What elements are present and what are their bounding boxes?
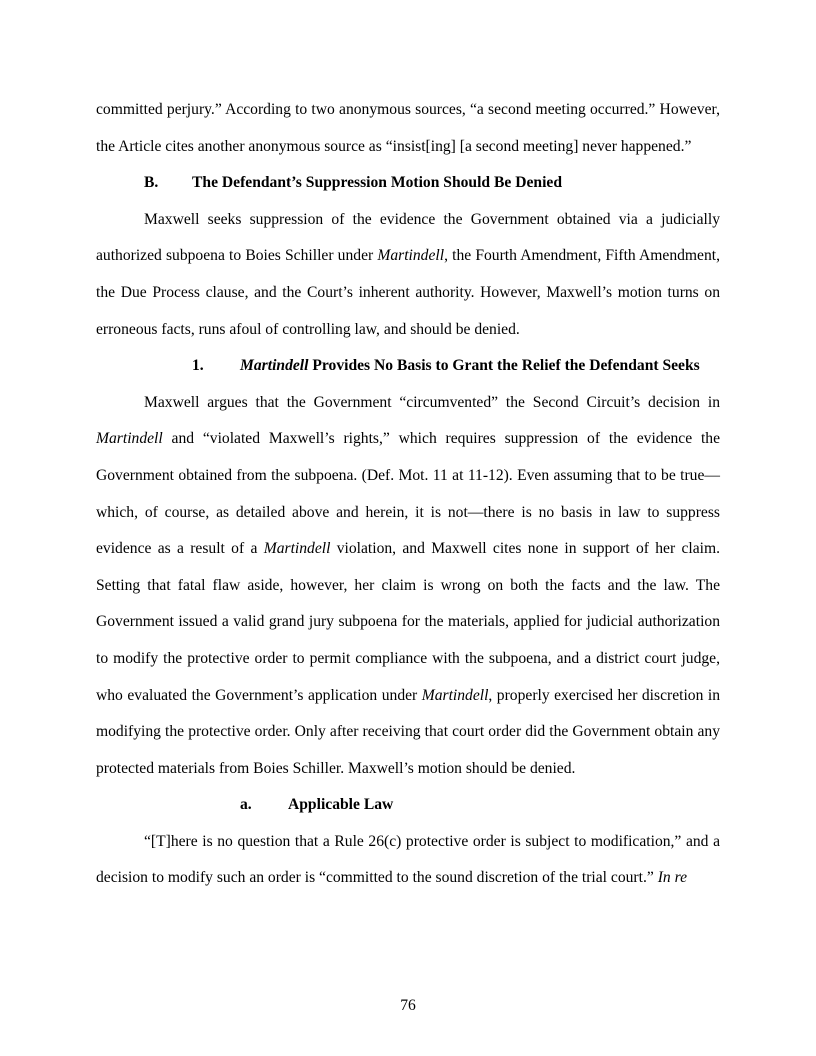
paragraph-suppression: Maxwell seeks suppression of the evidence the Government obtained via a judicially authorized subpoena to Boies Schiller under Martindell, the Fourth Amendment, Fifth Amendment, the Due Process clause, and the Court’s inherent authority. However, Maxwell’s motion turns on erroneous facts, runs afoul of controlling law, and should be denied. [96,210,720,338]
document-body [96,92,720,897]
heading-section-a [96,787,720,824]
paragraph-martindell-argument: Maxwell argues that the Government “circumvented” the Second Circuit’s decision in Martindell and “violated Maxwell’s rights,” which requires suppression of the evidence the Government obtained from the subpoena. (Def. Mot. 11 at 11-12). Even assuming that to be true—which, of course, as detailed above and herein, it is not—there is no basis in law to suppress evidence as a result of a Martindell violation, and Maxwell cites none in support of her claim. Setting that fatal flaw aside, however, her claim is wrong on both the facts and the law. The Government issued a valid grand jury subpoena for the materials, applied for judicial authorization to modify the protective order to permit compliance with the subpoena, and a district court judge, who evaluated the Government’s application under Martindell, properly exercised her discretion in modifying the protective order. Only after receiving that court order did the Government obtain any protected materials from Boies Schiller. Maxwell’s motion should be denied. [96,393,720,777]
heading-label: 1. [192,357,204,375]
heading-section-1 [96,348,720,385]
paragraph-continued: committed perjury.” According to two anonymous sources, “a second meeting occurred.” However, the Article cites another anonymous source as “insist[ing] [a second meeting] never happened.” [96,101,720,155]
heading-label: a. [240,796,252,814]
heading-text: Provides No Basis to Grant the Relief the Defendant Seeks [308,357,700,375]
page-number: 76 [400,997,416,1014]
heading-label: B. [144,174,159,192]
heading-section-b [96,165,720,202]
heading-italic-case-name: Martindell [240,357,309,375]
paragraph-applicable-law: “[T]here is no question that a Rule 26(c) protective order is subject to modification,” and a decision to modify such an order is “committed to the sound discretion of the trial court.” In re [96,832,720,887]
heading-text: The Defendant’s Suppression Motion Should Be Denied [192,174,562,192]
heading-text: Applicable Law [288,796,394,814]
